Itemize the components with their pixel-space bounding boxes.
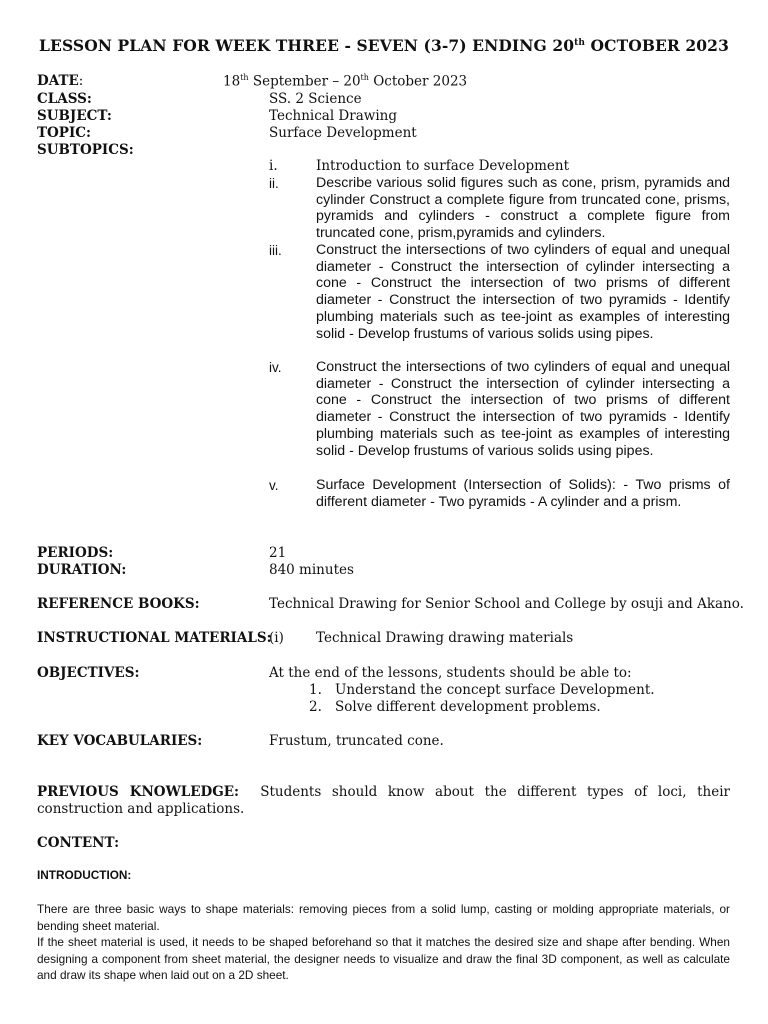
subtopic-number: ii. (269, 176, 279, 191)
subject-value: Technical Drawing (269, 108, 397, 124)
subtopics-label: SUBTOPICS: (37, 142, 134, 158)
periods-value: 21 (269, 545, 287, 561)
subtopic-number: iii. (269, 243, 282, 258)
page-title: LESSON PLAN FOR WEEK THREE - SEVEN (3-7) ENDING 20th OCTOBER 2023 (39, 36, 729, 55)
key-vocabularies-label: KEY VOCABULARIES: (37, 733, 203, 749)
previous-knowledge-label: PREVIOUS KNOWLEDGE: (37, 784, 240, 800)
subtopic-text: Construct the intersections of two cylinders of equal and unequal diameter - Construct the intersection of cylinder intersecting a cone - Construct the intersection of two prisms of different diameter - Construct the intersection of two pyramids - Identify plumbing materials such as tee-joint as examples of interesting solid - Develop frustums of various solids using pipes. (316, 242, 730, 342)
instructional-materials-value: Technical Drawing drawing materials (316, 630, 574, 646)
date-value: 18th September – 20th October 2023 (223, 73, 468, 90)
subtopic-text: Describe various solid figures such as cone, prism, pyramids and cylinder Construct a complete figure from truncated cone, prisms, pyramids and cylinders - construct a complete figure from truncated cone, prism,pyramids and cylinders. (316, 175, 730, 242)
reference-books-value: Technical Drawing for Senior School and College by osuji and Akano. (269, 596, 744, 612)
introduction-heading: INTRODUCTION: (37, 868, 132, 882)
class-value: SS. 2 Science (269, 91, 362, 107)
subtopic-text: Construct the intersections of two cylinders of equal and unequal diameter - Construct the intersection of cylinder intersecting a cone - Construct the intersection of two prisms of different diameter - Construct the intersection of two pyramids - Identify plumbing materials such as tee-joint as examples of interesting solid - Develop frustums of various solids using pipes. (316, 359, 730, 459)
previous-knowledge-paragraph (37, 784, 730, 818)
previous-knowledge-text: Students should know about the different types of loci, their construction and applications. (37, 784, 730, 817)
reference-books-label: REFERENCE BOOKS: (37, 596, 200, 612)
subtopic-text: Introduction to surface Development (316, 158, 570, 174)
objective-text: Understand the concept surface Development. (335, 682, 655, 698)
date-label: DATE: (37, 73, 84, 89)
introduction-paragraph-2: If the sheet material is used, it needs to be shaped beforehand so that it matches the desired size and shape after bending. When designing a component from sheet material, the designer needs to visualize and draw the final 3D component, as well as calculate and draw its shape when laid out on a 2D sheet. (37, 935, 730, 982)
duration-label: DURATION: (37, 562, 127, 578)
objectives-intro: At the end of the lessons, students should be able to: (269, 665, 632, 681)
objective-number: 2. (309, 699, 322, 715)
key-vocabularies-value: Frustum, truncated cone. (269, 733, 444, 749)
subtopic-number: i. (269, 158, 278, 174)
periods-label: PERIODS: (37, 545, 114, 561)
topic-label: TOPIC: (37, 125, 91, 141)
introduction-paragraph-1: There are three basic ways to shape materials: removing pieces from a solid lump, casting or molding appropriate materials, or bending sheet material. (37, 902, 730, 933)
subtopic-number: iv. (269, 360, 282, 375)
subtopic-number: v. (269, 478, 279, 493)
subject-label: SUBJECT: (37, 108, 112, 124)
objective-text: Solve different development problems. (335, 699, 601, 715)
class-label: CLASS: (37, 91, 92, 107)
objective-number: 1. (309, 682, 322, 698)
instructional-materials-number: (i) (269, 630, 284, 646)
topic-value: Surface Development (269, 125, 417, 141)
subtopic-text: Surface Development (Intersection of Solids): - Two prisms of different diameter - Two pyramids - A cylinder and a prism. (316, 477, 730, 510)
duration-value: 840 minutes (269, 562, 354, 578)
instructional-materials-label: INSTRUCTIONAL MATERIALS: (37, 630, 272, 646)
objectives-label: OBJECTIVES: (37, 665, 140, 681)
content-heading: CONTENT: (37, 835, 120, 851)
